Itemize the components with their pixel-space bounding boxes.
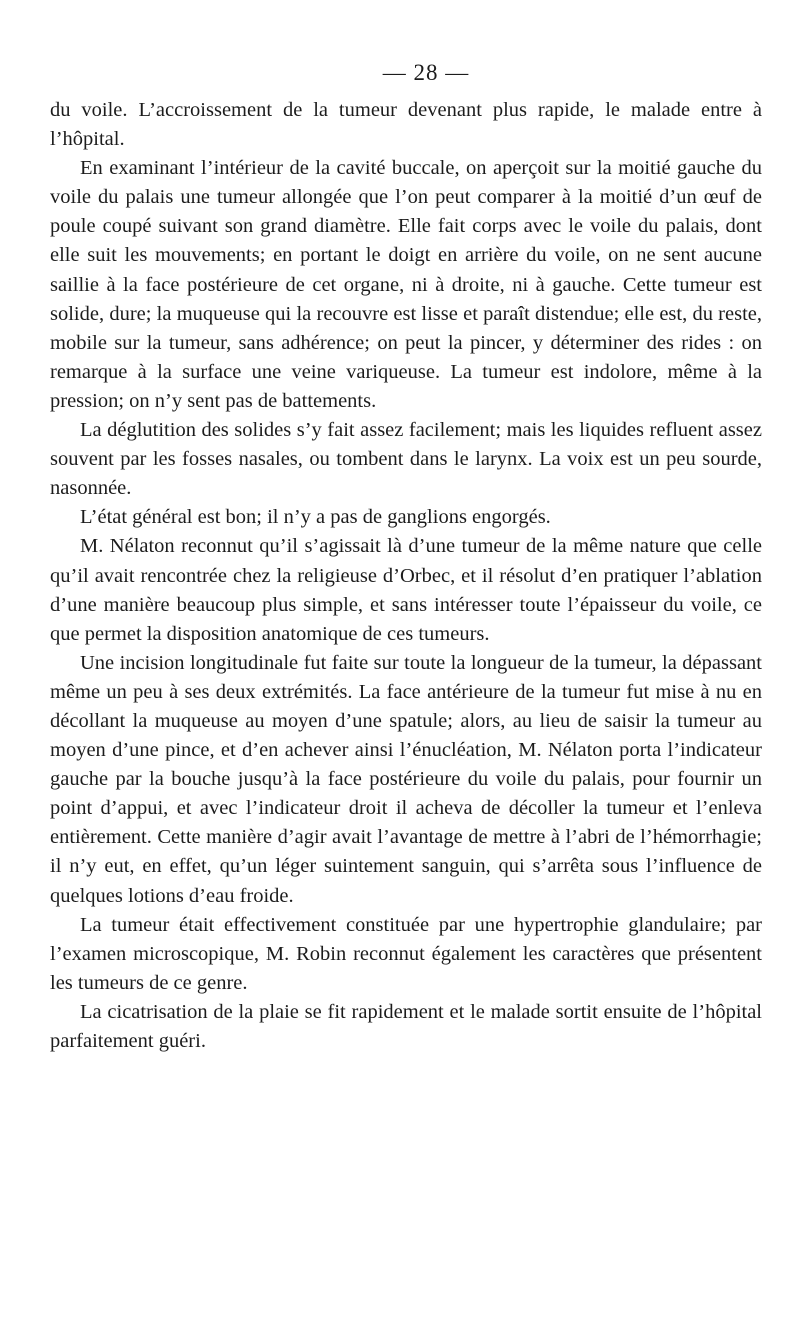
paragraph: Une incision longitudinale fut faite sur toute la longueur de la tumeur, la dépassant même un peu à ses deux extrémités. La face antérieure de la tumeur fut mise à nu en décollant la muqueuse au moyen d’une spatule; alors, au lieu de saisir la tumeur au moyen d’une pince, et d’en achever ainsi l’énucléation, M. Nélaton porta l’indicateur gauche par la bouche jusqu’à la face postérieure du voile du palais, pour fournir un point d’appui, et avec l’indicateur droit il acheva de décoller la tumeur et l’enleva entièrement. Cette manière d’agir avait l’avantage de mettre à l’abri de l’hémorrhagie; il n’y eut, en effet, qu’un léger suintement sanguin, qui s’arrêta sous l’influence de quelques lotions d’eau froide. <box>50 651 762 907</box>
paragraph: En examinant l’intérieur de la cavité buccale, on aperçoit sur la moitié gauche du voile du palais une tumeur allongée que l’on peut comparer à la moitié d’un œuf de poule coupé suivant son grand diamètre. Elle fait corps avec le voile du palais, dont elle suit les mouvements; en portant le doigt en arrière du voile, on ne sent aucune saillie à la face postérieure de cet organe, ni à droite, ni à gauche. Cette tumeur est solide, dure; la muqueuse qui la recouvre est lisse et paraît distendue; elle est, du reste, mobile sur la tumeur, sans adhérence; on peut la pincer, y déterminer des rides : on remarque à la surface une veine variqueuse. La tumeur est indolore, même à la pression; on n’y sent pas de battements. <box>50 157 762 412</box>
paragraph: La tumeur était effectivement constituée par une hypertrophie glandulaire; par l’examen microscopique, M. Robin reconnut également les caractères que présentent les tumeurs de ce genre. <box>50 913 762 994</box>
page-number: — 28 — <box>382 60 470 85</box>
paragraph: La déglutition des solides s’y fait assez facilement; mais les liquides refluent assez souvent par les fosses nasales, ou tombent dans le larynx. La voix est un peu sourde, nasonnée. <box>50 419 762 500</box>
paragraph: M. Nélaton reconnut qu’il s’agissait là d’une tumeur de la même nature que celle qu’il avait rencontrée chez la religieuse d’Orbec, et il résolut d’en pratiquer l’ablation d’une manière beaucoup plus simple, et sans intéresser toute l’épaisseur du voile, ce que permet la disposition anatomique de ces tumeurs. <box>50 535 762 645</box>
book-page <box>50 58 762 1056</box>
body-text <box>50 96 762 1056</box>
paragraph: La cicatrisation de la plaie se fit rapidement et le malade sortit ensuite de l’hôpital parfaitement guéri. <box>50 1000 762 1052</box>
paragraph: L’état général est bon; il n’y a pas de ganglions engorgés. <box>80 506 551 529</box>
paragraph: du voile. L’accroissement de la tumeur devenant plus rapide, le malade entre à l’hôpital. <box>50 99 762 151</box>
